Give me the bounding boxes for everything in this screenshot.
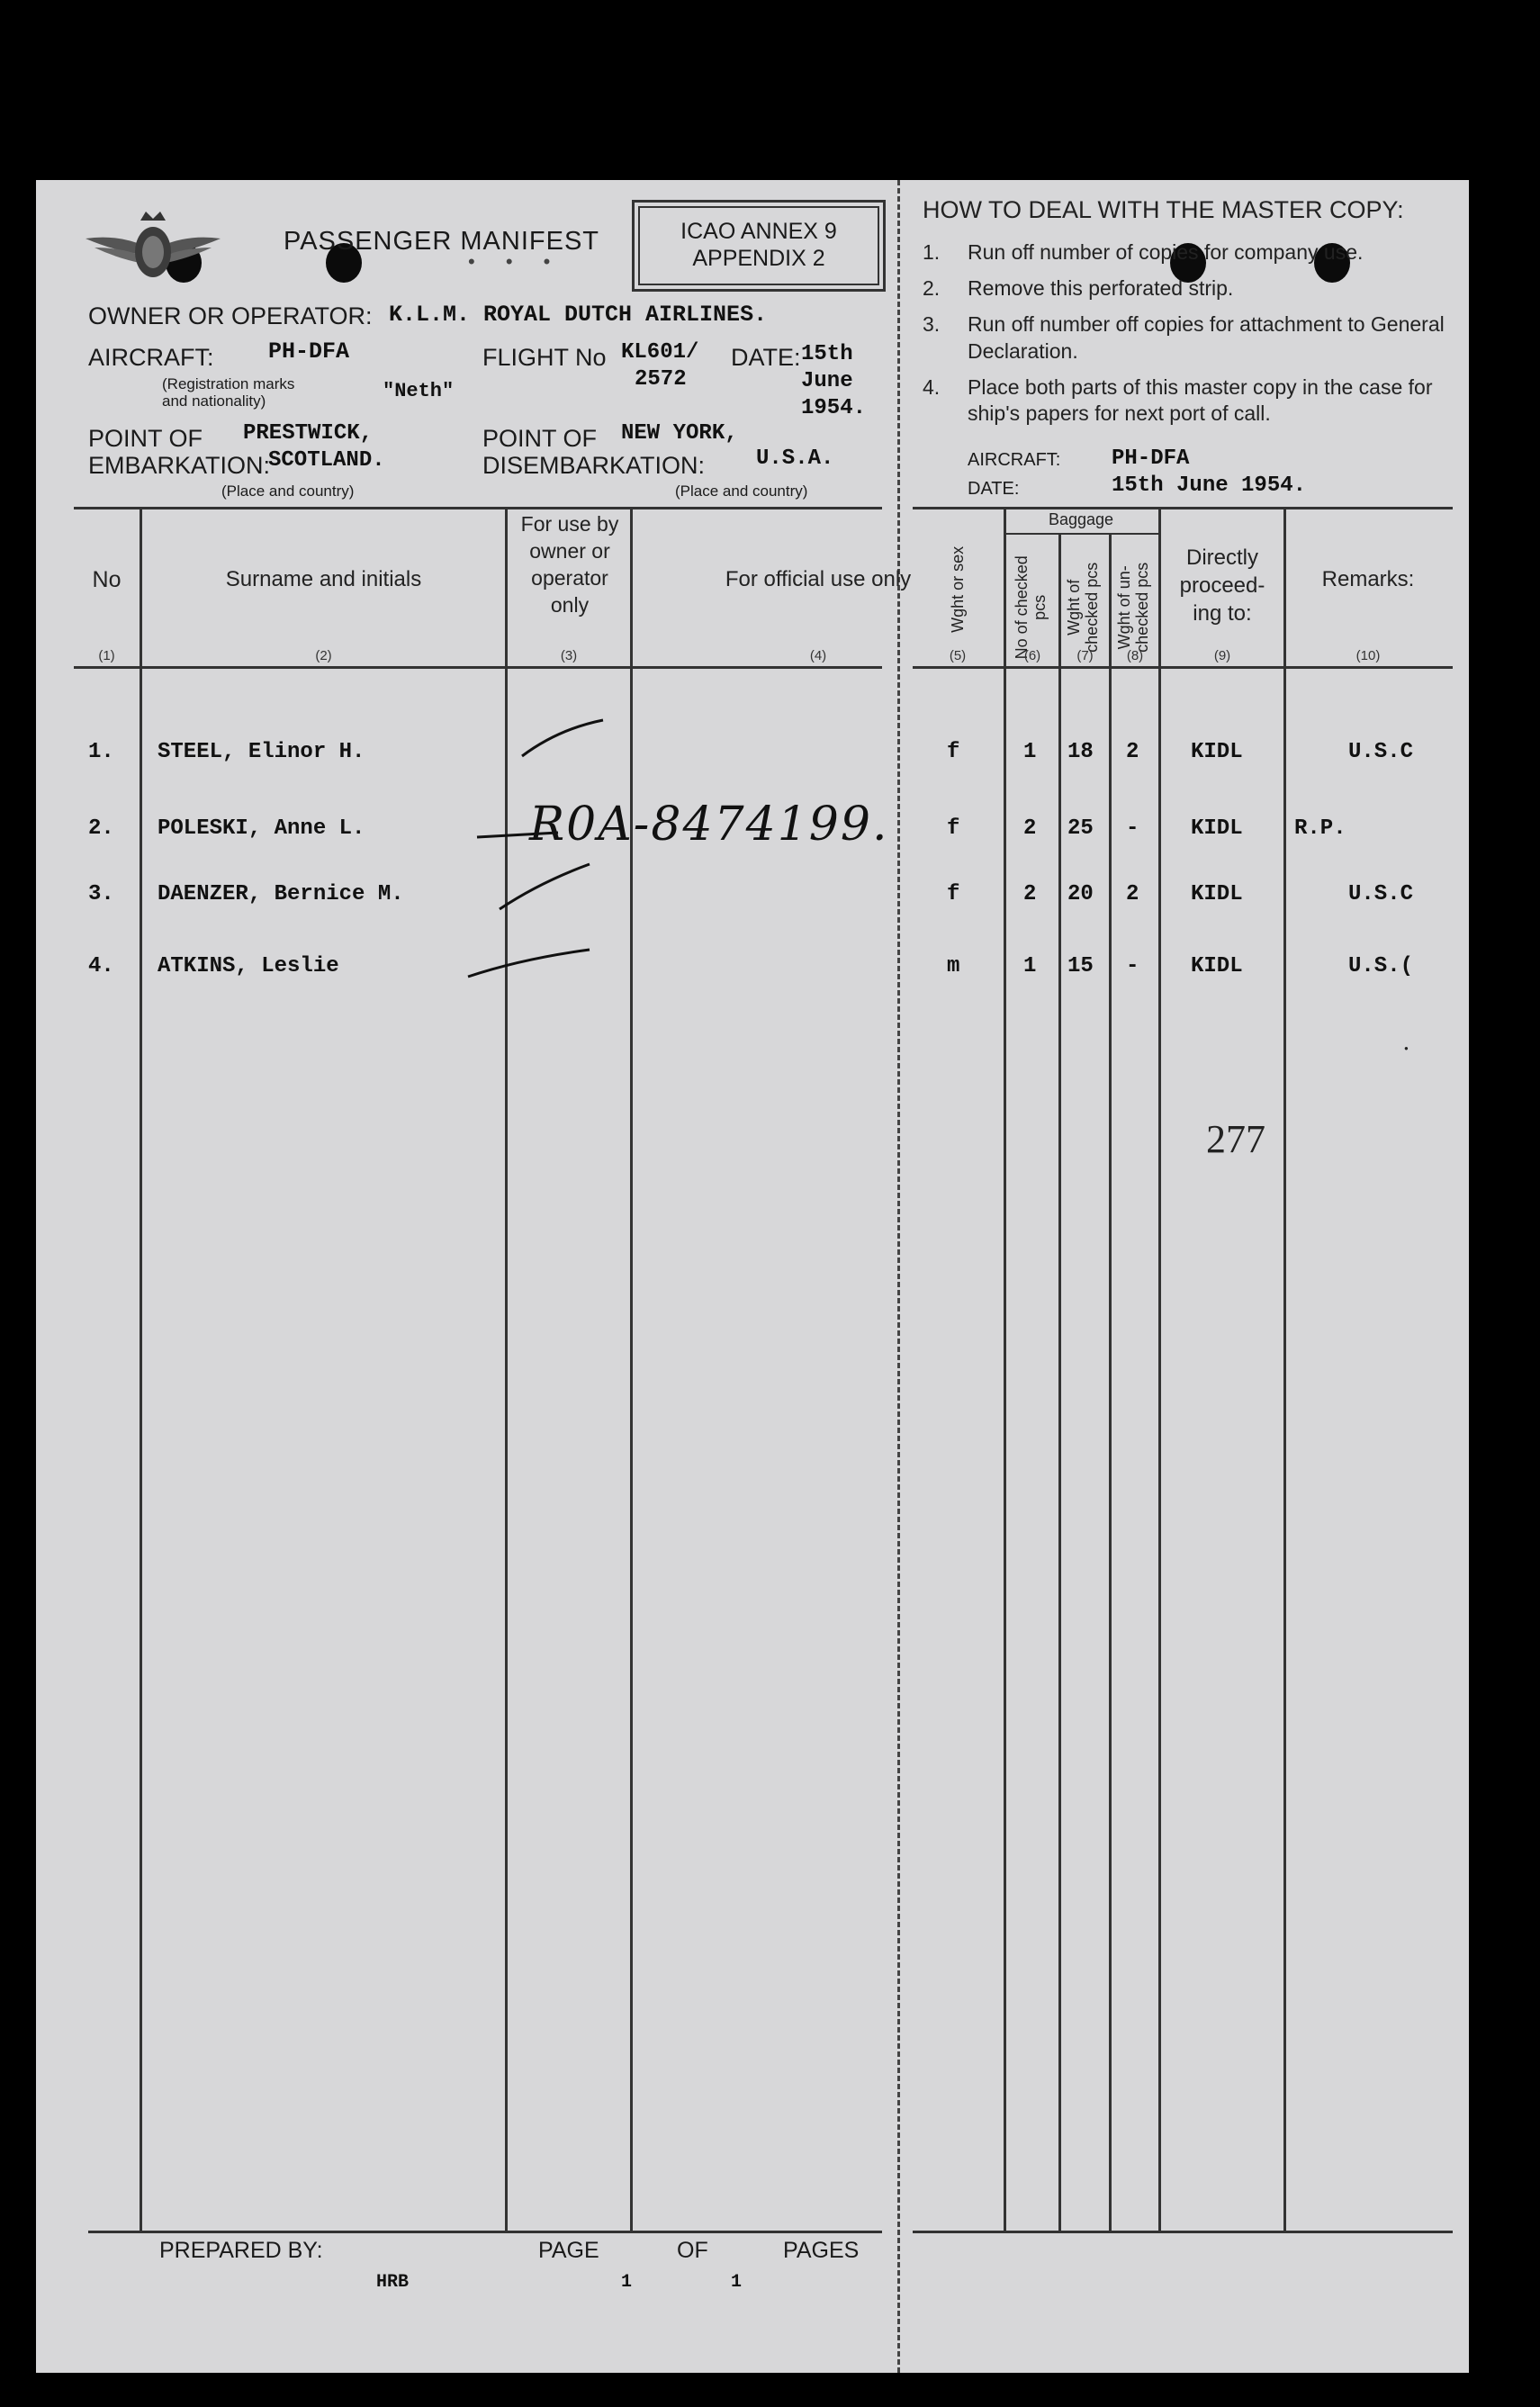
col-header-official: For official use only [725,567,912,591]
page-value: 1 [621,2272,633,2293]
passenger-pcs: 1 [1023,740,1037,764]
col-number: (8) [1126,648,1144,663]
nationality-value: "Neth" [383,380,455,402]
footer-line [88,2231,882,2233]
instruction-item [923,311,1454,365]
registration-note [162,376,294,410]
passenger-wght: 25 [1067,816,1094,841]
passenger-pcs: 2 [1023,882,1037,906]
col-number: (6) [1023,648,1041,663]
passenger-unchecked: 2 [1126,740,1139,764]
passenger-sex: f [947,816,960,841]
stamp-number: 277 [1206,1117,1265,1161]
col-number: (4) [809,648,827,663]
instructions-list [923,239,1454,428]
passenger-no: 1. [88,740,114,764]
date-value-1: 15th [801,342,853,366]
flight-label: FLIGHT No [482,344,607,371]
flight-value-2: 2572 [635,367,687,392]
owner-label: OWNER OR OPERATOR: [88,302,373,329]
strip-aircraft-value: PH-DFA [1112,446,1190,471]
instruction-num: 1. [923,240,941,264]
strip-date-label: DATE: [968,479,1020,499]
passenger-dest: KIDL [1191,816,1243,841]
perforation-line [897,180,900,2373]
baggage-divider [1004,533,1158,535]
passenger-remarks: U.S.C [1348,740,1414,764]
disembark-label-2: DISEMBARKATION: [482,452,706,479]
embark-value-2: SCOTLAND. [268,448,385,473]
col-header-wght-checked: Wght of checked pcs [1065,562,1101,653]
header-bottom-line [74,666,882,669]
embark-place-note: (Place and country) [221,482,355,500]
of-label: OF [677,2238,708,2263]
annex-box [632,200,886,292]
passenger-name: DAENZER, Bernice M. [158,882,404,906]
passenger-dest: KIDL [1191,740,1243,764]
aircraft-label: AIRCRAFT: [88,344,214,371]
passenger-name: POLESKI, Anne L. [158,816,365,841]
instruction-text: Run off number off copies for attachment to General Declaration. [968,311,1445,363]
col-header-directly: Directly proceed- ing to: [1179,545,1265,627]
table-top-line [74,507,882,509]
passenger-wght: 18 [1067,740,1094,764]
passenger-unchecked: - [1126,816,1139,841]
passenger-name: ATKINS, Leslie [158,954,339,978]
disembark-label-1: POINT OF [482,425,598,452]
col-number: (2) [315,648,332,663]
col-header-no: No [92,567,122,592]
instruction-num: 3. [923,311,941,336]
aircraft-value: PH-DFA [268,338,350,365]
date-value-2: June [801,369,853,393]
embark-label-2: EMBARKATION: [88,452,271,479]
date-value-3: 1954. [801,396,867,420]
passenger-dest: KIDL [1191,954,1243,978]
col-number: (1) [98,648,115,663]
passenger-no: 2. [88,816,114,841]
strip-aircraft-label: AIRCRAFT: [968,450,1061,470]
col-number: (10) [1355,648,1381,663]
disembark-value-2: U.S.A. [756,446,834,471]
date-label: DATE: [731,344,801,371]
klm-crest-icon [81,203,225,293]
passenger-wght: 20 [1067,882,1094,906]
col-header-wght-unchecked: Wght of un- checked pcs [1115,562,1151,653]
passenger-sex: f [947,882,960,906]
instruction-item [923,374,1454,428]
col-header-surname: Surname and initials [225,567,422,591]
col-divider [1004,507,1006,2231]
passenger-sex: f [947,740,960,764]
manifest-paper [36,180,1469,2373]
form-title: PASSENGER MANIFEST [284,227,600,256]
col-header-owner-use: For use by owner or operator only [520,512,619,617]
speck-mark: ● [1404,1044,1409,1052]
pages-label: PAGES [783,2238,860,2263]
passenger-dest: KIDL [1191,882,1243,906]
disembark-place-note: (Place and country) [675,482,808,500]
passenger-no: 3. [88,882,114,906]
passenger-remarks: U.S.C [1348,882,1414,906]
embark-value-1: PRESTWICK, [243,421,374,446]
col-number: (9) [1213,648,1231,663]
col-number: (5) [949,648,967,663]
disembark-value-1: NEW YORK, [621,421,738,446]
registration-note-line: (Registration marks [162,375,295,392]
footer-line-right [913,2231,1453,2233]
instruction-text: Place both parts of this master copy in the case for ship's papers for next port of call. [968,374,1433,426]
passenger-pcs: 1 [1023,954,1037,978]
passenger-remarks: U.S.( [1348,954,1414,978]
annex-line-2: APPENDIX 2 [692,246,825,271]
flight-value-1: KL601/ [621,340,699,365]
annex-line-1: ICAO ANNEX 9 [680,219,837,244]
table-top-line-right [913,507,1453,509]
strip-date-value: 15th June 1954. [1112,473,1307,498]
prepared-by-label: PREPARED BY: [159,2238,323,2263]
instruction-item [923,275,1454,302]
page-label: PAGE [538,2238,599,2263]
passenger-pcs: 2 [1023,816,1037,841]
of-value: 1 [731,2272,743,2293]
prepared-by-value: HRB [376,2272,410,2293]
owner-value: K.L.M. ROYAL DUTCH AIRLINES. [389,302,768,328]
col-header-remarks: Remarks: [1321,567,1415,591]
dot-marks: • • • [468,250,563,273]
passenger-remarks: R.P. [1294,816,1346,841]
col-divider [1283,507,1286,2231]
passenger-wght: 15 [1067,954,1094,978]
registration-note-line: and nationality) [162,392,266,410]
embark-label-1: POINT OF [88,425,203,452]
col-header-baggage: Baggage [1048,510,1114,528]
handwritten-number: R0A-8474199. [529,798,889,852]
instruction-num: 4. [923,374,941,399]
passenger-unchecked: 2 [1126,882,1139,906]
col-number: (3) [560,648,578,663]
col-divider [1109,535,1112,2231]
col-number: (7) [1076,648,1094,663]
passenger-name: STEEL, Elinor H. [158,740,365,764]
header-bottom-line-right [913,666,1453,669]
col-divider [1158,507,1161,2231]
instruction-text: Remove this perforated strip. [968,275,1234,300]
instructions-title: HOW TO DEAL WITH THE MASTER COPY: [923,196,1404,223]
col-header-no-checked: No of checked pcs [1013,555,1049,660]
passenger-sex: m [947,954,960,978]
col-divider [140,507,142,2231]
col-header-wght-sex: Wght or sex [949,545,968,633]
instruction-item [923,239,1454,266]
passenger-unchecked: - [1126,954,1139,978]
col-divider [1058,535,1061,2231]
instruction-text: Run off number of copies for company use. [968,240,1364,264]
instruction-num: 2. [923,275,941,300]
passenger-no: 4. [88,954,114,978]
